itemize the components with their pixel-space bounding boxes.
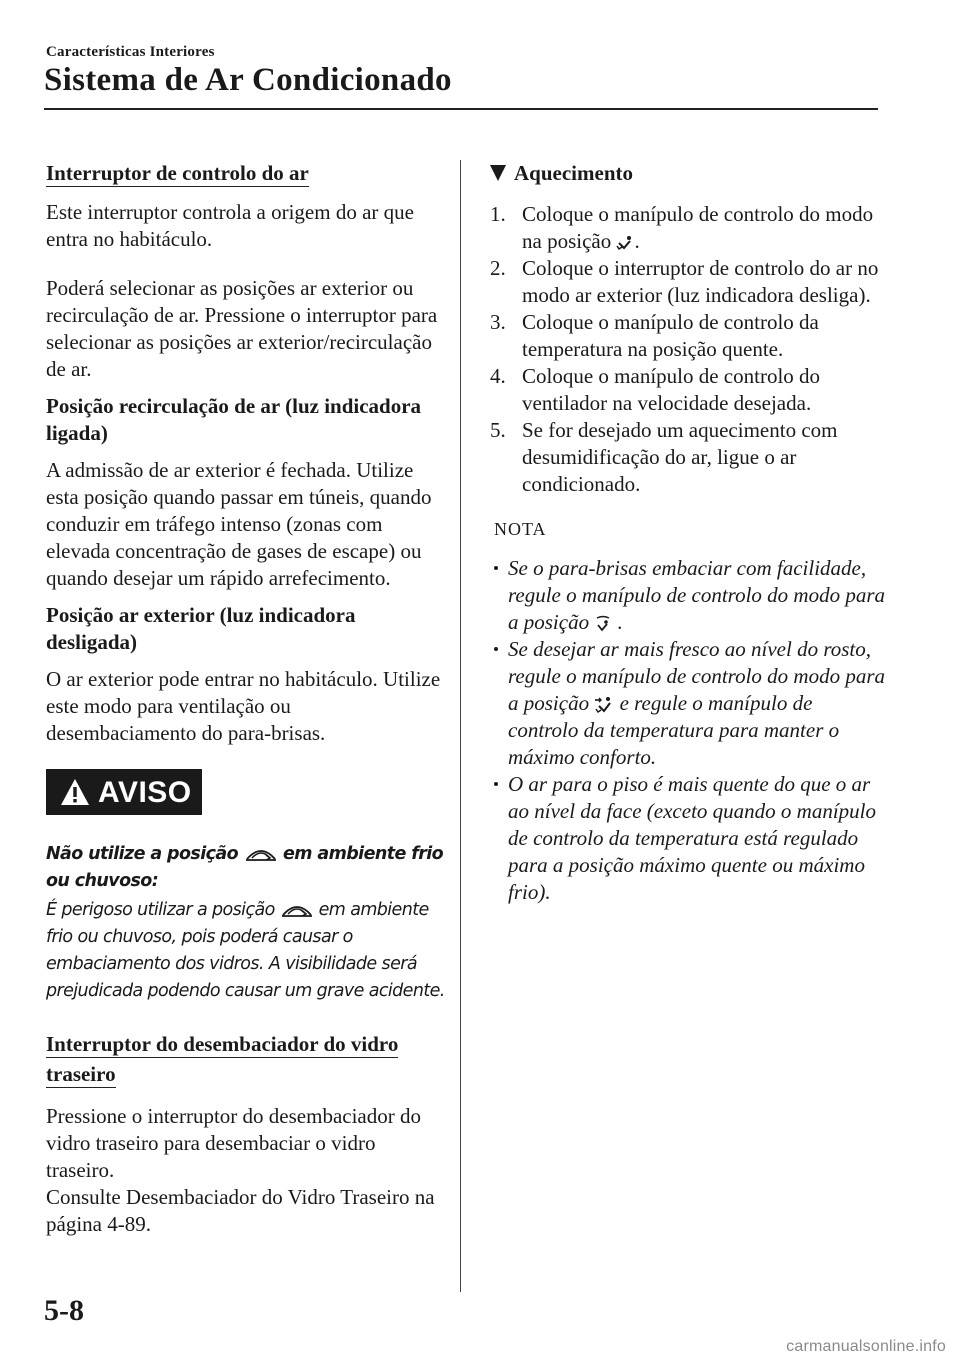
- page-number: 5-8: [44, 1294, 84, 1327]
- step-number: 5.: [490, 418, 506, 442]
- step-number: 3.: [490, 310, 506, 334]
- paragraph-selection: Poderá selecionar as posições ar exterior ou recirculação de ar. Pressione o interruptor para selecionar as posições ar exterior/recirculação de ar.: [46, 276, 438, 381]
- step-number: 2.: [490, 256, 506, 280]
- note-label: NOTA: [494, 519, 547, 539]
- heading-rear-defroster-line2: traseiro: [46, 1062, 116, 1086]
- heading-heating: [490, 160, 885, 187]
- heading-air-intake-text: Interruptor de controlo do ar: [46, 161, 309, 185]
- section-marker-icon: [490, 165, 506, 181]
- step-item: [490, 255, 885, 309]
- notes-list: [490, 555, 885, 906]
- watermark: carmanualsonline.info: [786, 1338, 946, 1355]
- page-title: Sistema de Ar Condicionado: [44, 62, 452, 98]
- step-text-end: .: [634, 229, 640, 253]
- note-text: Se desejar ar mais fresco ao nível do rosto, regule o manípulo de controlo do modo para a posição: [508, 637, 885, 715]
- note-text-end: .: [617, 610, 623, 634]
- paragraph-rear-defroster: Pressione o interruptor do desembaciador do vidro traseiro para desembaciar o vidro traseiro.: [46, 1104, 421, 1182]
- bullet-dot: [494, 566, 498, 570]
- warning-banner: [46, 769, 202, 815]
- paragraph-reference: Consulte Desembaciador do Vidro Traseiro na página 4-89.: [46, 1185, 435, 1236]
- warning-body-part-b: em ambiente frio ou chuvoso, pois poderá causar o embaciamento dos vidros. A visibilidade será prejudicada podendo causar um grave acidente.: [46, 900, 445, 1001]
- paragraph-intro: Este interruptor controla a origem do ar que entra no habitáculo.: [46, 200, 414, 251]
- heading-rear-defroster-line1: Interruptor do desembaciador do vidro: [46, 1032, 399, 1056]
- step-item: [490, 309, 885, 363]
- warning-title-part-a: Não utilize a posição: [46, 844, 239, 864]
- right-column: [490, 160, 885, 906]
- step-item: [490, 417, 885, 498]
- step-item: [490, 201, 885, 255]
- subheading-recirculation: Posição recirculação de ar (luz indicadora ligada): [46, 394, 422, 445]
- step-text: Coloque o interruptor de controlo do ar no modo ar exterior (luz indicadora desliga).: [522, 256, 879, 307]
- heading-rear-defroster: [46, 1029, 446, 1089]
- warning-banner-wrap: [46, 769, 446, 815]
- recirculation-icon: [244, 845, 278, 863]
- bi-level-mode-icon: [594, 696, 614, 714]
- note-item: [490, 555, 885, 636]
- step-text: Coloque o manípulo de controlo do ventilador na velocidade desejada.: [522, 364, 821, 415]
- left-column: [46, 160, 446, 1238]
- step-text: Coloque o manípulo de controlo do modo na posição: [522, 202, 874, 253]
- warning-title: [46, 841, 446, 895]
- recirculation-icon: [280, 901, 314, 919]
- warning-triangle-icon: [60, 778, 90, 806]
- warning-title-part-b: em ambiente frio ou chuvoso:: [46, 844, 444, 891]
- bullet-dot: [494, 782, 498, 786]
- note-text: Se o para-brisas embaciar com facilidade, regule o manípulo de controlo do modo para a posição: [508, 556, 885, 634]
- note-item: [490, 636, 885, 771]
- heading-air-intake: [46, 160, 446, 187]
- step-text: Se for desejado um aquecimento com desumidificação do ar, ligue o ar condicionado.: [522, 418, 838, 496]
- note-item: [490, 771, 885, 906]
- step-number: 1.: [490, 202, 506, 226]
- step-text: Coloque o manípulo de controlo da temperatura na posição quente.: [522, 310, 819, 361]
- note-text: O ar para o piso é mais quente do que o ar ao nível da face (exceto quando o manípulo de controlo da temperatura está regulado para a posição máximo quente ou máximo frio).: [508, 772, 876, 904]
- warning-content: [46, 841, 446, 1005]
- heading-heating-text: Aquecimento: [514, 161, 633, 185]
- note-text-end: e regule o manípulo de controlo da temperatura para manter o máximo conforto.: [508, 691, 840, 769]
- bullet-dot: [494, 647, 498, 651]
- subheading-outside-air: Posição ar exterior (luz indicadora desligada): [46, 603, 356, 654]
- floor-defrost-mode-icon: [594, 615, 612, 633]
- section-label: Características Interiores: [46, 44, 215, 60]
- paragraph-outside-air: O ar exterior pode entrar no habitáculo. Utilize este modo para ventilação ou desembaciamento do para-brisas.: [46, 667, 441, 745]
- warning-body-part-a: É perigoso utilizar a posição: [46, 900, 275, 920]
- heating-steps: [490, 201, 885, 498]
- paragraph-recirculation: A admissão de ar exterior é fechada. Utilize esta posição quando passar em túneis, quando conduzir em tráfego intenso (zonas com elevada concentração de gases de escape) ou quando desejar um rápido arrefecimento.: [46, 458, 432, 590]
- floor-mode-icon: [616, 235, 634, 251]
- warning-body: [46, 897, 446, 1005]
- header-divider: [44, 108, 878, 110]
- step-number: 4.: [490, 364, 506, 388]
- column-divider: [460, 160, 461, 1292]
- warning-label: AVISO: [98, 775, 192, 809]
- step-item: [490, 363, 885, 417]
